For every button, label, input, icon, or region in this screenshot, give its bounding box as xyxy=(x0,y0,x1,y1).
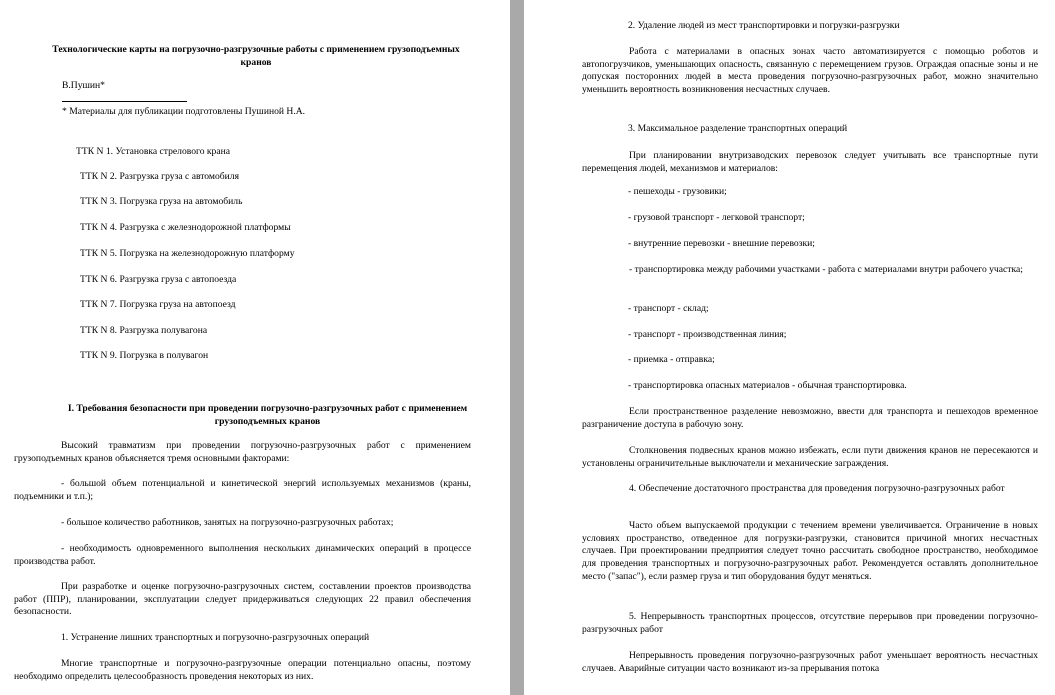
document-title: Технологические карты на погрузочно-разгрузочные работы с применением грузоподъемных кранов xyxy=(52,44,460,68)
rule-paragraph: Многие транспортные и погрузочно-разгрузочные операции потенциально опасны, поэтому необходимо определить целесообразность проведения некоторых из них. xyxy=(14,658,471,682)
card-list-item: ТТК N 6. Разгрузка груза с автопоезда xyxy=(80,274,237,285)
rule-heading: 4. Обеспечение достаточного пространства для проведения погрузочно-разгрузочных работ xyxy=(629,483,1005,494)
section-heading: I. Требования безопасности при проведении погрузочно-разгрузочных работ с применением грузоподъемных кранов xyxy=(67,403,468,427)
list-item: - транспортировка между рабочими участками - работа с материалами внутри рабочего участка; xyxy=(629,264,1023,275)
list-item: - транспортировка опасных материалов - обычная транспортировка. xyxy=(628,380,907,391)
card-list-item: ТТК N 2. Разгрузка груза с автомобиля xyxy=(80,171,240,182)
author-name: В.Пушин* xyxy=(62,80,105,91)
card-list-item: ТТК N 4. Разгрузка с железнодорожной платформы xyxy=(80,222,291,233)
card-list-item: ТТК N 7. Погрузка груза на автопоезд xyxy=(80,299,236,310)
factor-item: - большой объем потенциальной и кинетической энергий используемых механизмов (краны, подъемники и т.п.); xyxy=(14,478,471,502)
rule-paragraph: Непрерывность проведения погрузочно-разгрузочных работ уменьшает вероятность несчастных случаев. Аварийные ситуации часто возникают из-за прерывания потока xyxy=(582,650,1038,674)
rule-paragraph: Если пространственное разделение невозможно, ввести для транспорта и пешеходов временное разграничение доступа в рабочую зону. xyxy=(582,406,1038,430)
rule-paragraph: При планировании внутризаводских перевозок следует учитывать все транспортные пути перемещения людей, механизмов и материалов: xyxy=(582,150,1038,174)
list-item: - транспорт - производственная линия; xyxy=(628,329,787,340)
card-list-item: ТТК N 3. Погрузка груза на автомобиль xyxy=(80,196,243,207)
list-item: - приемка - отправка; xyxy=(628,354,715,365)
rules-intro-paragraph: При разработке и оценке погрузочно-разгрузочных систем, составлении проектов производства работ (ППР), планировании, эксплуатации следует придерживаться следующих 22 правил обеспечения безопасности. xyxy=(14,581,471,618)
document-page-left xyxy=(0,0,510,695)
rule-heading: 2. Удаление людей из мест транспортировки и погрузки-разгрузки xyxy=(628,20,900,31)
list-item: - пешеходы - грузовики; xyxy=(628,186,727,197)
document-page-right xyxy=(524,0,1055,695)
footnote: * Материалы для публикации подготовлены Пушиной Н.А. xyxy=(62,106,306,117)
rule-heading: 3. Максимальное разделение транспортных операций xyxy=(628,123,848,134)
page-gutter xyxy=(510,0,524,695)
rule-paragraph: Столкновения подвесных кранов можно избежать, если пути движения кранов не пересекаются и установлены ограничительные выключатели и механические заграждения. xyxy=(582,445,1038,469)
rule-paragraph: Часто объем выпускаемой продукции с течением времени увеличивается. Ограничение в новых условиях пространство, отведенное для погрузки-разгрузки, становится причиной многих несчастных случаев. При проектировании предприятия следует точно рассчитать свободное пространство, необходимое для проведения транспортных и погрузочно-разгрузочных работ. Рекомендуется оставлять дополнительное место ("запас"), если размер груза и тип оборудования будут меняться. xyxy=(582,520,1038,582)
factor-item: - необходимость одновременного выполнения нескольких динамических операций в процессе производства работ. xyxy=(14,543,471,567)
list-item: - внутренние перевозки - внешние перевозки; xyxy=(628,238,815,249)
intro-paragraph: Высокий травматизм при проведении погрузочно-разгрузочных работ с применением грузоподъемных кранов объясняется тремя основными факторами: xyxy=(14,440,471,464)
factor-item: - большое количество работников, занятых на погрузочно-разгрузочных работах; xyxy=(61,517,394,528)
card-list-item: ТТК N 5. Погрузка на железнодорожную платформу xyxy=(80,248,295,259)
rule-paragraph: Работа с материалами в опасных зонах часто автоматизируется с помощью роботов и автопогрузчиков, уменьшающих опасность, связанную с перемещением грузов. Ограждая опасные зоны и не допуская посторонних людей в места проведения погрузочно-разгрузочных работ, можно значительно уменьшить вероятность возникновения несчастных случаев. xyxy=(582,46,1038,96)
rule-heading: 5. Непрерывность транспортных процессов, отсутствие перерывов при проведении погрузочно-разгрузочных работ xyxy=(582,611,1038,635)
card-list-item: ТТК N 1. Установка стрелового крана xyxy=(76,146,231,157)
rule-heading: 1. Устранение лишних транспортных и погрузочно-разгрузочных операций xyxy=(61,632,370,643)
list-item: - транспорт - склад; xyxy=(628,303,709,314)
list-item: - грузовой транспорт - легковой транспорт; xyxy=(628,212,805,223)
card-list-item: ТТК N 8. Разгрузка полувагона xyxy=(80,325,208,336)
card-list-item: ТТК N 9. Погрузка в полувагон xyxy=(80,350,209,361)
footnote-separator xyxy=(62,101,187,102)
